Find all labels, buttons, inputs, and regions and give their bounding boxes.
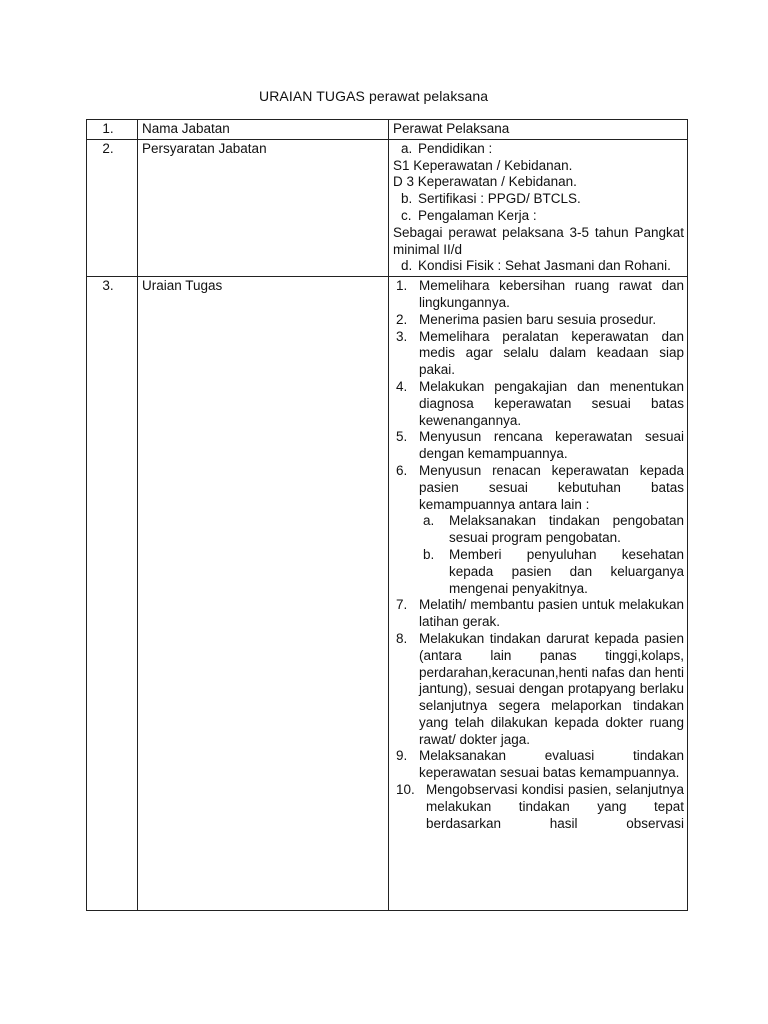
row-number: 3.: [87, 277, 138, 911]
duty-item: [393, 597, 684, 631]
requirement-line: S1 Keperawatan / Kebidanan.: [393, 157, 573, 173]
duty-item: [393, 429, 684, 463]
requirement-marker: b.: [401, 191, 413, 207]
subtask-item: [419, 547, 684, 597]
requirement-text: Sertifikasi : PPGD/ BTCLS.: [418, 191, 581, 207]
duty-item: [393, 329, 684, 379]
duty-number: 3.: [396, 328, 408, 344]
duty-number: 6.: [396, 462, 408, 478]
duty-number: 7.: [396, 597, 408, 613]
requirement-item: [393, 208, 684, 225]
requirement-marker: d.: [401, 258, 413, 274]
duty-text: Melatih/ membantu pasien untuk melakukan latihan gerak.: [419, 597, 684, 630]
duty-item: [393, 748, 684, 782]
requirement-marker: c.: [401, 207, 412, 223]
requirement-item: [393, 258, 684, 275]
row-label-job-requirements: Persyaratan Jabatan: [138, 139, 389, 276]
duty-number: 5.: [396, 429, 408, 445]
duty-item: [393, 631, 684, 749]
table-row-job-requirements: [87, 139, 688, 276]
row-label-job-name: Nama Jabatan: [138, 120, 389, 140]
duty-item: [393, 463, 684, 513]
subtask-text: Memberi penyuluhan kesehatan kepada pasien dan keluarganya mengenai penyakitnya.: [449, 546, 684, 596]
duty-item: [393, 278, 684, 312]
document-title: URAIAN TUGAS perawat pelaksana: [259, 88, 489, 104]
requirement-line: D 3 Keperawatan / Kebidanan.: [393, 174, 577, 190]
duty-text: Melakukan pengakajian dan menentukan diagnosa keperawatan sesuai batas kewenangannya.: [419, 378, 684, 428]
duty-subtasks: [393, 513, 684, 597]
requirement-marker: a.: [401, 140, 413, 156]
row-label-duties: Uraian Tugas: [138, 277, 389, 911]
duty-text: Memelihara peralatan keperawatan dan medis agar selalu dalam keadaan siap pakai.: [419, 328, 684, 378]
duty-item: [393, 312, 684, 329]
duties-cell: [389, 277, 688, 911]
subtask-marker: a.: [423, 513, 435, 529]
requirement-text: Pengalaman Kerja :: [418, 207, 537, 223]
duty-item: [393, 782, 684, 832]
duty-text: Menyusun rencana keperawatan sesuai dengan kemampuannya.: [419, 429, 684, 462]
row-value-job-name: Perawat Pelaksana: [389, 120, 688, 140]
row-number: 2.: [87, 139, 138, 276]
duty-text: Menyusun renacan keperawatan kepada pasien sesuai kebutuhan batas kemampuannya antara lain :: [419, 462, 684, 512]
duty-number: 8.: [396, 630, 408, 646]
subtask-text: Melaksanakan tindakan pengobatan sesuai program pengobatan.: [449, 513, 684, 546]
requirement-text: Kondisi Fisik : Sehat Jasmani dan Rohani.: [418, 258, 671, 274]
requirement-item: [393, 191, 684, 208]
duty-number: 9.: [396, 748, 408, 764]
job-description-table: [86, 119, 688, 911]
requirement-line: Sebagai perawat pelaksana 3-5 tahun Pangkat minimal II/d: [393, 224, 684, 257]
table-row-duties: [87, 277, 688, 911]
requirements-cell: [389, 139, 688, 276]
duty-item: [393, 379, 684, 429]
duty-text: Mengobservasi kondisi pasien, selanjutnya melakukan tindakan yang tepat berdasarkan hasil observasi: [426, 782, 684, 831]
row-number: 1.: [87, 120, 138, 140]
duty-number: 1.: [396, 278, 408, 294]
duty-number: 10.: [396, 782, 415, 798]
duty-text: Memelihara kebersihan ruang rawat dan lingkungannya.: [419, 278, 684, 310]
subtask-marker: b.: [423, 546, 435, 562]
duty-text: Melaksanakan evaluasi tindakan keperawatan sesuai batas kemampuannya.: [419, 748, 684, 781]
table-row-job-name: [87, 120, 688, 140]
duty-number: 2.: [396, 311, 408, 327]
requirement-text: Pendidikan :: [418, 140, 493, 156]
requirement-item: [393, 141, 684, 158]
subtask-item: [419, 513, 684, 547]
duty-text: Melakukan tindakan darurat kepada pasien (antara lain panas tinggi,kolaps, perdarahan,keracunan,henti nafas dan henti jantung), sesuai dengan protapyang berlaku selanjutnya segera melaporkan tindakan yang telah dilakukan kepada dokter ruang rawat/ dokter jaga.: [419, 630, 684, 747]
duty-text: Menerima pasien baru sesuia prosedur.: [419, 311, 657, 327]
duty-number: 4.: [396, 378, 408, 394]
